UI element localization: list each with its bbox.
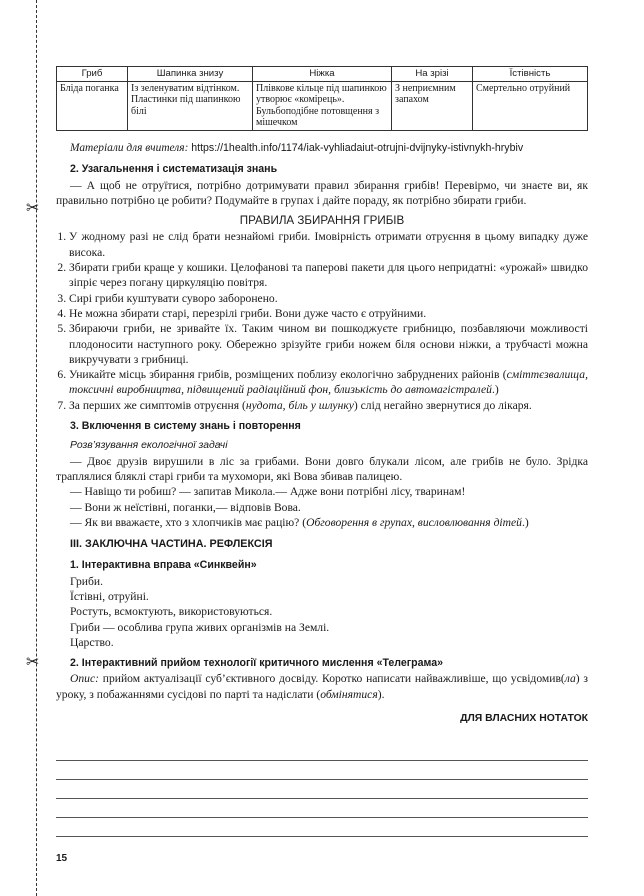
rules-list bbox=[56, 229, 588, 413]
cinquain-line: Ростуть, всмоктують, використовуються. bbox=[70, 605, 273, 619]
dialog-line: — Двоє друзів вирушили в ліс за грибами. Вони довго блукали лісом, але грибів не було. Зрідка траплялися бляклі старі гриби та мухомори, які Вова збивав палицею. bbox=[56, 454, 588, 483]
cinquain-line: Гриби. bbox=[70, 574, 103, 588]
cinquain-line: Царство. bbox=[70, 635, 114, 649]
list-item: 2. Збирати гриби краще у кошики. Целофанові та паперові пакети для цього непридатні: «урожай» швидко зіпріє через погану циркуляцію повітря. bbox=[69, 260, 588, 291]
list-item: 7. За перших же симптомів отруєння (нудота, біль у шлунку) слід негайно звернутися до лікаря. bbox=[69, 398, 588, 413]
cinquain-line: Гриби — особлива група живих організмів на Землі. bbox=[70, 620, 330, 634]
notes-heading: ДЛЯ ВЛАСНИХ НОТАТОК bbox=[460, 713, 588, 725]
section-heading: 2. Узагальнення і систематизація знань bbox=[70, 163, 278, 176]
list-item: 6. Уникайте місць збирання грибів, розміщених поблизу екологічно забруднених районів (сміттєзвалища, токсичні виробництва, підвищений радіаційний фон, близькість до автомагістралей.) bbox=[69, 367, 588, 398]
list-item: 5. Збираючи гриби, не зривайте їх. Таким чином ви пошкоджуєте грибницю, позбавляючи можливості плодоносити наступного року. Обережно зрізуйте гриби ножем біля основи ніжки, а трубчасті можна викручувати з грибниці. bbox=[69, 321, 588, 367]
column-header: На зрізі bbox=[392, 67, 473, 82]
subheading: Розв’язування екологічної задачі bbox=[70, 440, 228, 452]
column-header: Шапинка знизу bbox=[128, 67, 253, 82]
mushroom-table bbox=[56, 66, 588, 131]
column-header: Гриб bbox=[57, 67, 128, 82]
notes-lines bbox=[56, 742, 588, 837]
dialog-line: — Навіщо ти робиш? — запитав Микола.— Адже вони потрібні лісу, тваринам! bbox=[70, 485, 466, 499]
cinquain-line: Їстівні, отруйні. bbox=[70, 589, 149, 603]
section-heading: 3. Включення в систему знань і повторення bbox=[70, 420, 301, 433]
table-cell: Смертельно отруйний bbox=[473, 81, 588, 130]
scissors-icon: ✂ bbox=[26, 652, 40, 671]
table-cell: З неприємним запахом bbox=[392, 81, 473, 130]
list-item: 1. У жодному разі не слід брати незнайомі гриби. Імовірність отримати отруєння в цьому випадку дуже висока. bbox=[69, 229, 588, 260]
note-line bbox=[56, 780, 588, 799]
section-heading: 2. Інтерактивний прийом технології критичного мислення «Телеграма» bbox=[70, 657, 444, 670]
note-line bbox=[56, 742, 588, 761]
scissors-icon: ✂ bbox=[26, 198, 40, 217]
paragraph: — А щоб не отруїтися, потрібно дотримувати правил збирання грибів! Перевірмо, чи знаєте ви, як правильно потрібно це робити? Подумайте в групах і дайте пораду, як потрібно збирати гриби. bbox=[56, 178, 588, 207]
list-item: 4. Не можна збирати старі, перезрілі гриби. Вони дуже часто є отруйними. bbox=[69, 306, 588, 321]
table-cell: Плівкове кільце під шапинкою утворює «комірець». Бульбоподібне потовщення з мішечком bbox=[253, 81, 392, 130]
rules-title: ПРАВИЛА ЗБИРАННЯ ГРИБІВ bbox=[239, 214, 405, 228]
table-header-row bbox=[57, 67, 588, 82]
materials-link[interactable]: https://1health.info/1174/iak-vyhliadaiut-otrujni-dvijnyky-istivnykh-hrybiv bbox=[191, 141, 524, 154]
column-header: Ніжка bbox=[253, 67, 392, 82]
column-header: Їстівність bbox=[473, 67, 588, 82]
paragraph: Опис: прийом актуалізації суб’єктивного досвіду. Коротко написати найважливіше, що усвідомив(ла) з уроку, з побажаннями сусідові по парті та надіслати (обмінятися). bbox=[56, 672, 588, 701]
note-line bbox=[56, 761, 588, 780]
page-number: 15 bbox=[56, 853, 68, 864]
dialog-line: — Як ви вважаєте, хто з хлопчиків має рацію? (Обговорення в групах, висловлювання дітей.) bbox=[70, 515, 529, 529]
cut-line bbox=[36, 0, 37, 896]
page-content bbox=[56, 66, 588, 837]
dialog bbox=[56, 454, 588, 530]
section-heading: 1. Інтерактивна вправа «Синквейн» bbox=[70, 559, 257, 572]
table-cell: Із зеленуватим відтінком. Пластинки під шапинкою білі bbox=[128, 81, 253, 130]
table-row bbox=[57, 81, 588, 130]
teacher-materials bbox=[56, 141, 588, 156]
dialog-line: — Вони ж неїстівні, поганки,— відповів Вова. bbox=[70, 500, 301, 514]
table-cell: Бліда поганка bbox=[57, 81, 128, 130]
materials-label: Матеріали для вчителя: bbox=[70, 141, 189, 154]
note-line bbox=[56, 799, 588, 818]
part-heading: III. ЗАКЛЮЧНА ЧАСТИНА. РЕФЛЕКСІЯ bbox=[70, 538, 273, 551]
cinquain bbox=[56, 574, 588, 650]
list-item: 3. Сирі гриби куштувати суворо заборонено. bbox=[69, 291, 588, 306]
note-line bbox=[56, 818, 588, 837]
